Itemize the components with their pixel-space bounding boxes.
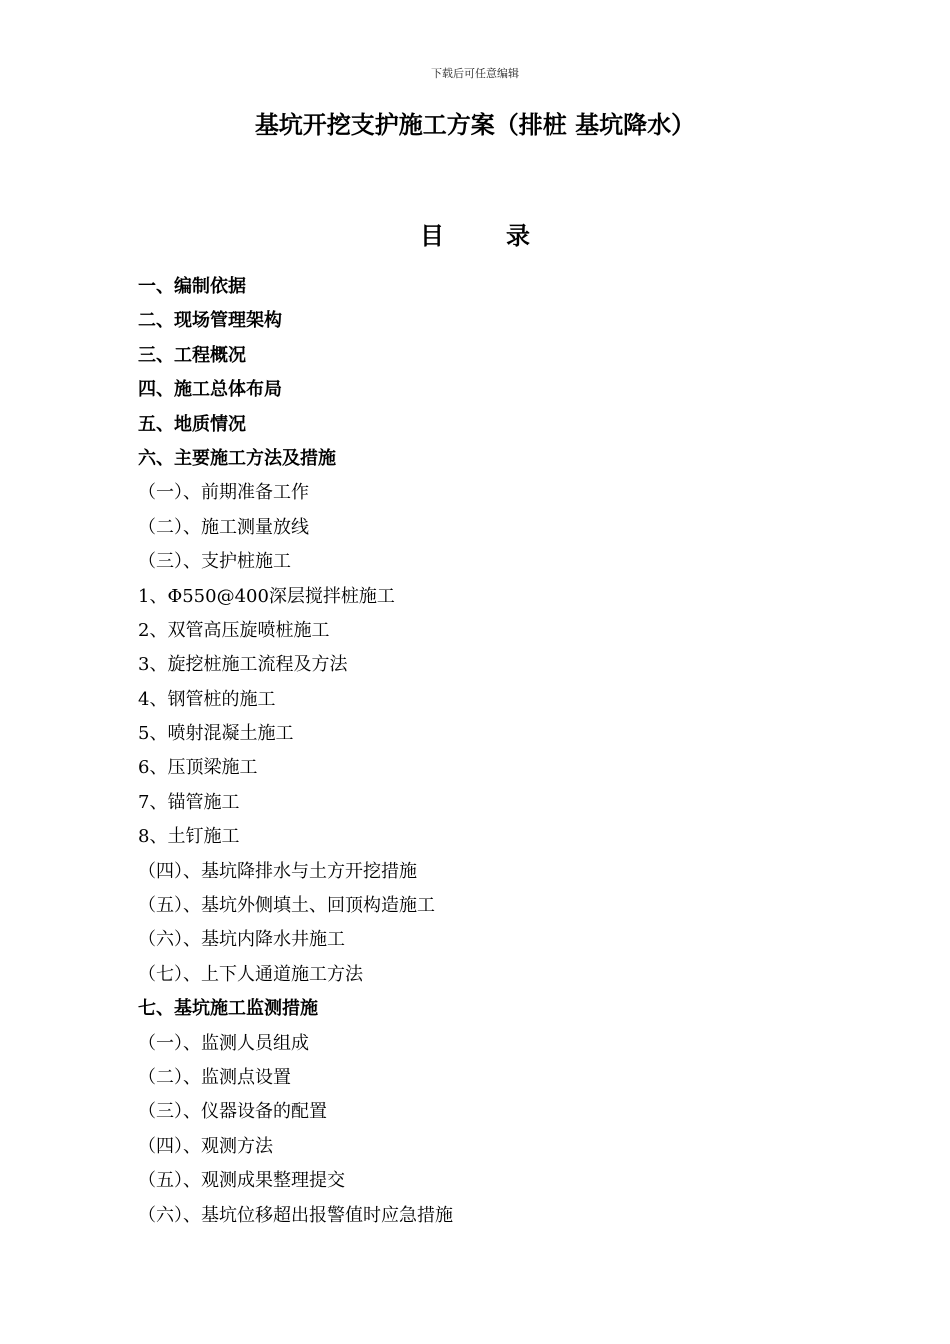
toc-item: （三）、仪器设备的配置	[138, 1101, 327, 1123]
toc-item: 六、主要施工方法及措施	[138, 447, 336, 469]
toc-heading	[0, 218, 950, 254]
toc-item: （七）、上下人通道施工方法	[138, 963, 363, 985]
toc-heading-left: 目	[420, 222, 444, 250]
toc-item: 2、双管高压旋喷桩施工	[138, 619, 330, 641]
toc-item: （五）、观测成果整理提交	[138, 1170, 345, 1192]
toc-item: 3、旋挖桩施工流程及方法	[138, 654, 348, 676]
toc-item: （六）、基坑位移超出报警值时应急措施	[138, 1204, 453, 1226]
toc-item: （五）、基坑外侧填土、回顶构造施工	[138, 895, 435, 917]
toc-item: 一、编制依据	[138, 276, 246, 297]
toc-item: （六）、基坑内降水井施工	[138, 929, 345, 951]
document-title: 基坑开挖支护施工方案（排桩 基坑降水）	[254, 111, 696, 139]
toc-item: 五、地质情况	[138, 413, 246, 435]
toc-item: （三）、支护桩施工	[138, 551, 291, 573]
toc-item: 4、钢管桩的施工	[138, 688, 276, 710]
toc-item: 7、锚管施工	[138, 791, 240, 813]
toc-item: 七、基坑施工监测措施	[138, 998, 318, 1020]
toc-item: （一）、监测人员组成	[138, 1032, 309, 1054]
toc-item: 三、工程概况	[138, 344, 246, 366]
toc-item: 四、施工总体布局	[138, 379, 282, 401]
toc-item: 6、压顶梁施工	[138, 757, 258, 779]
toc-item: 5、喷射混凝土施工	[138, 723, 294, 745]
toc-heading-right: 录	[506, 222, 530, 250]
toc-item: 二、现场管理架构	[138, 310, 282, 332]
toc-item: （二）、监测点设置	[138, 1066, 291, 1088]
header-note: 下载后可任意编辑	[431, 67, 519, 80]
table-of-contents	[138, 270, 838, 1233]
toc-item: 1、Φ550@400深层搅拌桩施工	[138, 585, 395, 607]
toc-item: （四）、观测方法	[138, 1135, 273, 1157]
toc-item: （一）、前期准备工作	[138, 482, 309, 504]
toc-item: 8、土钉施工	[138, 826, 240, 848]
toc-item: （四）、基坑降排水与土方开挖措施	[138, 860, 417, 882]
toc-item: （二）、施工测量放线	[138, 516, 309, 538]
